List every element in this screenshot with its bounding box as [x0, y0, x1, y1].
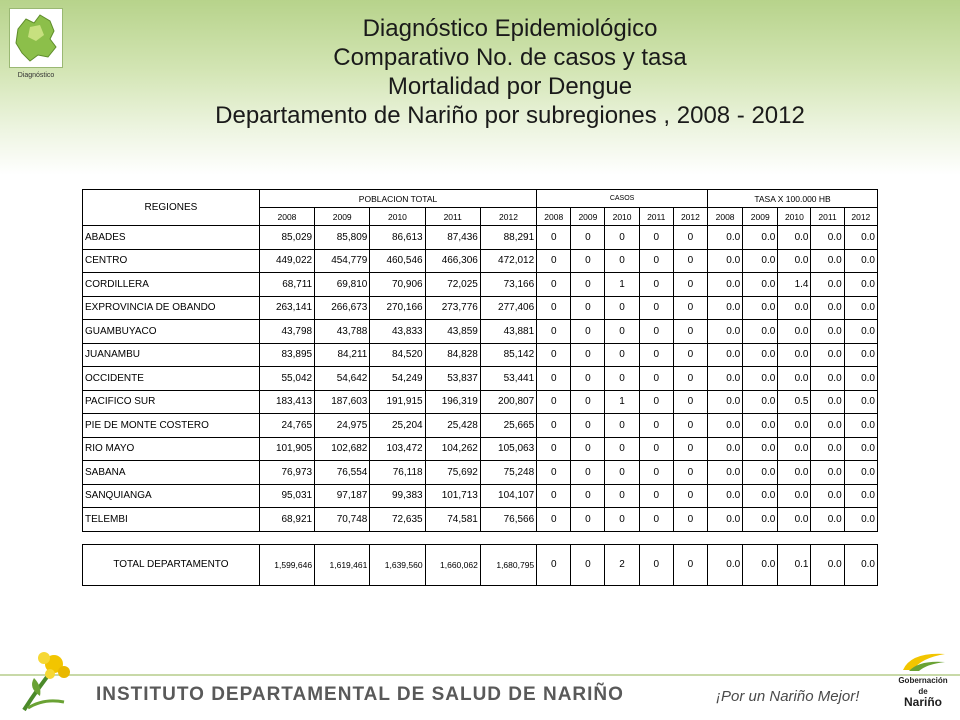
population-cell: 68,921 [259, 508, 314, 532]
rate-cell: 0.0 [778, 484, 811, 508]
cases-cell: 0 [537, 296, 571, 320]
year-header: 2011 [811, 208, 844, 226]
population-cell: 104,262 [425, 437, 480, 461]
rate-cell: 0.0 [743, 320, 778, 344]
rate-cell: 0.0 [708, 367, 743, 391]
cases-cell: 0 [605, 461, 639, 485]
cases-cell: 0 [673, 437, 707, 461]
cases-cell: 0 [571, 249, 605, 273]
year-header: 2012 [673, 208, 707, 226]
population-cell: 85,029 [259, 226, 314, 250]
cases-cell: 0 [639, 226, 673, 250]
cases-cell: 0 [571, 273, 605, 297]
table-row [83, 484, 878, 508]
population-cell: 75,692 [425, 461, 480, 485]
table-row [83, 226, 878, 250]
cases-cell: 0 [639, 390, 673, 414]
rate-cell: 0.0 [743, 508, 778, 532]
rate-cell: 0.0 [844, 296, 877, 320]
rate-cell: 0.0 [811, 414, 844, 438]
population-cell: 25,665 [480, 414, 536, 438]
population-cell: 43,881 [480, 320, 536, 344]
population-cell: 84,211 [315, 343, 370, 367]
cases-cell: 0 [537, 320, 571, 344]
total-cases-cell: 0 [673, 544, 707, 585]
total-population-cell: 1,619,461 [315, 544, 370, 585]
slogan: ¡Por un Nariño Mejor! [716, 688, 860, 705]
population-cell: 266,673 [315, 296, 370, 320]
cases-cell: 0 [605, 249, 639, 273]
rate-cell: 0.0 [811, 484, 844, 508]
rate-cell: 0.0 [811, 249, 844, 273]
cases-cell: 0 [605, 414, 639, 438]
population-cell: 76,973 [259, 461, 314, 485]
region-cell: RIO MAYO [83, 437, 260, 461]
population-cell: 85,142 [480, 343, 536, 367]
year-header: 2009 [743, 208, 778, 226]
population-cell: 70,748 [315, 508, 370, 532]
total-cases-cell: 0 [537, 544, 571, 585]
cases-cell: 0 [639, 484, 673, 508]
table-row [83, 320, 878, 344]
population-cell: 53,837 [425, 367, 480, 391]
total-cases-cell: 0 [571, 544, 605, 585]
population-cell: 277,406 [480, 296, 536, 320]
total-population-cell: 1,660,062 [425, 544, 480, 585]
population-cell: 472,012 [480, 249, 536, 273]
cases-cell: 0 [673, 414, 707, 438]
rate-cell: 0.0 [844, 484, 877, 508]
cases-cell: 0 [571, 414, 605, 438]
population-cell: 200,807 [480, 390, 536, 414]
rate-cell: 0.0 [778, 343, 811, 367]
rate-cell: 0.0 [778, 461, 811, 485]
rate-cell: 0.0 [778, 508, 811, 532]
region-cell: PIE DE MONTE COSTERO [83, 414, 260, 438]
year-header: 2009 [571, 208, 605, 226]
year-header: 2011 [639, 208, 673, 226]
rate-cell: 0.0 [844, 226, 877, 250]
total-population-cell: 1,680,795 [480, 544, 536, 585]
rate-cell: 0.0 [743, 343, 778, 367]
title-line-3: Mortalidad por Dengue [387, 73, 633, 100]
cases-cell: 0 [639, 508, 673, 532]
map-icon [10, 9, 62, 67]
cases-cell: 0 [537, 508, 571, 532]
population-cell: 196,319 [425, 390, 480, 414]
rate-cell: 0.0 [708, 390, 743, 414]
dengue-mortality-table [82, 189, 878, 586]
cases-cell: 0 [571, 343, 605, 367]
rate-cell: 0.5 [778, 390, 811, 414]
cases-cell: 0 [537, 414, 571, 438]
population-cell: 76,554 [315, 461, 370, 485]
rate-cell: 0.0 [708, 296, 743, 320]
rate-cell: 0.0 [811, 390, 844, 414]
gov-line-1: Gobernación de [898, 676, 948, 696]
rate-cell: 0.0 [811, 273, 844, 297]
cases-cell: 0 [639, 367, 673, 391]
flower-logo-icon [14, 648, 86, 716]
cases-cell: 0 [537, 437, 571, 461]
population-cell: 70,906 [370, 273, 425, 297]
region-cell: OCCIDENTE [83, 367, 260, 391]
population-cell: 84,828 [425, 343, 480, 367]
footer-divider [0, 674, 960, 676]
rate-cell: 0.0 [844, 343, 877, 367]
population-cell: 97,187 [315, 484, 370, 508]
year-header: 2011 [425, 208, 480, 226]
year-header: 2010 [605, 208, 639, 226]
year-header: 2010 [370, 208, 425, 226]
cases-cell: 0 [571, 226, 605, 250]
cases-cell: 0 [537, 249, 571, 273]
total-population-cell: 1,639,560 [370, 544, 425, 585]
population-cell: 76,118 [370, 461, 425, 485]
population-cell: 54,642 [315, 367, 370, 391]
population-cell: 101,905 [259, 437, 314, 461]
year-header: 2008 [708, 208, 743, 226]
institute-name: INSTITUTO DEPARTAMENTAL DE SALUD DE NARIÑO [96, 684, 624, 705]
title-line-4: Departamento de Nariño por subregiones , 2008 - 2012 [215, 102, 805, 129]
cases-cell: 0 [673, 249, 707, 273]
rate-cell: 0.0 [743, 226, 778, 250]
cases-cell: 0 [605, 484, 639, 508]
header-casos: CASOS [537, 190, 708, 208]
rate-cell: 0.0 [811, 320, 844, 344]
population-cell: 270,166 [370, 296, 425, 320]
region-cell: SABANA [83, 461, 260, 485]
population-cell: 183,413 [259, 390, 314, 414]
population-cell: 191,915 [370, 390, 425, 414]
cases-cell: 0 [537, 273, 571, 297]
region-cell: CENTRO [83, 249, 260, 273]
total-rate-cell: 0.0 [844, 544, 877, 585]
rate-cell: 0.0 [844, 273, 877, 297]
rate-cell: 0.0 [811, 461, 844, 485]
rate-cell: 0.0 [708, 414, 743, 438]
population-cell: 53,441 [480, 367, 536, 391]
rate-cell: 0.0 [844, 461, 877, 485]
rate-cell: 0.0 [844, 367, 877, 391]
region-cell: ABADES [83, 226, 260, 250]
population-cell: 102,682 [315, 437, 370, 461]
rate-cell: 0.0 [811, 508, 844, 532]
population-cell: 55,042 [259, 367, 314, 391]
cases-cell: 0 [639, 296, 673, 320]
year-header: 2008 [537, 208, 571, 226]
page-title [90, 14, 930, 130]
rate-cell: 0.0 [743, 273, 778, 297]
rate-cell: 0.0 [811, 296, 844, 320]
cases-cell: 0 [571, 367, 605, 391]
population-cell: 88,291 [480, 226, 536, 250]
region-cell: JUANAMBU [83, 343, 260, 367]
spacer-cell [83, 531, 878, 544]
rate-cell: 0.0 [778, 367, 811, 391]
cases-cell: 0 [571, 461, 605, 485]
rate-cell: 0.0 [778, 249, 811, 273]
rate-cell: 1.4 [778, 273, 811, 297]
total-rate-cell: 0.0 [708, 544, 743, 585]
table-row [83, 273, 878, 297]
cases-cell: 0 [537, 484, 571, 508]
rate-cell: 0.0 [743, 437, 778, 461]
rate-cell: 0.0 [844, 437, 877, 461]
cases-cell: 0 [537, 461, 571, 485]
population-cell: 449,022 [259, 249, 314, 273]
cases-cell: 0 [571, 390, 605, 414]
total-row [83, 544, 878, 585]
logo-caption: Diagnóstico [17, 72, 55, 79]
table-row [83, 343, 878, 367]
rate-cell: 0.0 [708, 508, 743, 532]
population-cell: 263,141 [259, 296, 314, 320]
header-poblacion: POBLACION TOTAL [259, 190, 536, 208]
population-cell: 75,248 [480, 461, 536, 485]
cases-cell: 0 [571, 437, 605, 461]
rate-cell: 0.0 [708, 273, 743, 297]
rate-cell: 0.0 [844, 249, 877, 273]
rate-cell: 0.0 [743, 249, 778, 273]
cases-cell: 0 [639, 343, 673, 367]
population-cell: 72,025 [425, 273, 480, 297]
cases-cell: 0 [571, 508, 605, 532]
population-cell: 104,107 [480, 484, 536, 508]
cases-cell: 0 [639, 437, 673, 461]
rate-cell: 0.0 [743, 367, 778, 391]
population-cell: 95,031 [259, 484, 314, 508]
cases-cell: 0 [605, 367, 639, 391]
population-cell: 68,711 [259, 273, 314, 297]
year-header: 2010 [778, 208, 811, 226]
total-rate-cell: 0.0 [743, 544, 778, 585]
rate-cell: 0.0 [811, 226, 844, 250]
cases-cell: 0 [605, 226, 639, 250]
cases-cell: 0 [537, 390, 571, 414]
table-row [83, 461, 878, 485]
population-cell: 72,635 [370, 508, 425, 532]
cases-cell: 0 [537, 367, 571, 391]
title-line-1: Diagnóstico Epidemiológico [362, 15, 658, 42]
table-row [83, 367, 878, 391]
region-cell: PACIFICO SUR [83, 390, 260, 414]
table-body [83, 226, 878, 586]
rate-cell: 0.0 [708, 249, 743, 273]
year-header: 2009 [315, 208, 370, 226]
gobernacion-logo [893, 675, 953, 708]
region-cell: EXPROVINCIA DE OBANDO [83, 296, 260, 320]
table-row [83, 437, 878, 461]
population-cell: 99,383 [370, 484, 425, 508]
population-cell: 87,436 [425, 226, 480, 250]
table-row [83, 414, 878, 438]
region-cell: CORDILLERA [83, 273, 260, 297]
population-cell: 24,765 [259, 414, 314, 438]
rate-cell: 0.0 [778, 320, 811, 344]
year-header: 2008 [259, 208, 314, 226]
cases-cell: 0 [639, 249, 673, 273]
cases-cell: 0 [673, 461, 707, 485]
total-rate-cell: 0.0 [811, 544, 844, 585]
population-cell: 69,810 [315, 273, 370, 297]
population-cell: 460,546 [370, 249, 425, 273]
population-cell: 101,713 [425, 484, 480, 508]
total-cases-cell: 2 [605, 544, 639, 585]
rate-cell: 0.0 [811, 343, 844, 367]
population-cell: 84,520 [370, 343, 425, 367]
population-cell: 85,809 [315, 226, 370, 250]
table-row [83, 249, 878, 273]
population-cell: 74,581 [425, 508, 480, 532]
rate-cell: 0.0 [811, 437, 844, 461]
population-cell: 187,603 [315, 390, 370, 414]
spacer-row [83, 531, 878, 544]
rate-cell: 0.0 [778, 414, 811, 438]
rate-cell: 0.0 [778, 296, 811, 320]
population-cell: 25,204 [370, 414, 425, 438]
gov-line-2: Nariño [903, 695, 942, 709]
region-cell: GUAMBUYACO [83, 320, 260, 344]
cases-cell: 0 [673, 320, 707, 344]
cases-cell: 0 [605, 343, 639, 367]
cases-cell: 0 [639, 414, 673, 438]
cases-cell: 0 [639, 461, 673, 485]
cases-cell: 0 [673, 367, 707, 391]
cases-cell: 0 [605, 508, 639, 532]
cases-cell: 0 [673, 390, 707, 414]
population-cell: 103,472 [370, 437, 425, 461]
population-cell: 273,776 [425, 296, 480, 320]
rate-cell: 0.0 [844, 508, 877, 532]
rate-cell: 0.0 [778, 437, 811, 461]
rate-cell: 0.0 [743, 414, 778, 438]
rate-cell: 0.0 [743, 461, 778, 485]
table-row [83, 390, 878, 414]
cases-cell: 1 [605, 273, 639, 297]
total-cases-cell: 0 [639, 544, 673, 585]
rate-cell: 0.0 [811, 367, 844, 391]
population-cell: 43,788 [315, 320, 370, 344]
rate-cell: 0.0 [844, 414, 877, 438]
header-regiones: REGIONES [83, 190, 260, 226]
rate-cell: 0.0 [708, 437, 743, 461]
population-cell: 466,306 [425, 249, 480, 273]
narino-map-logo [9, 8, 63, 68]
header-tasa: TASA X 100.000 HB [708, 190, 878, 208]
cases-cell: 0 [639, 320, 673, 344]
total-label-cell: TOTAL DEPARTAMENTO [83, 544, 260, 585]
rate-cell: 0.0 [743, 390, 778, 414]
population-cell: 43,798 [259, 320, 314, 344]
cases-cell: 0 [605, 320, 639, 344]
rate-cell: 0.0 [844, 390, 877, 414]
rate-cell: 0.0 [708, 484, 743, 508]
cases-cell: 1 [605, 390, 639, 414]
population-cell: 76,566 [480, 508, 536, 532]
rate-cell: 0.0 [708, 226, 743, 250]
region-cell: SANQUIANGA [83, 484, 260, 508]
population-cell: 86,613 [370, 226, 425, 250]
table-row [83, 508, 878, 532]
cases-cell: 0 [537, 343, 571, 367]
cases-cell: 0 [639, 273, 673, 297]
rate-cell: 0.0 [708, 343, 743, 367]
cases-cell: 0 [605, 437, 639, 461]
cases-cell: 0 [673, 508, 707, 532]
population-cell: 105,063 [480, 437, 536, 461]
cases-cell: 0 [571, 296, 605, 320]
year-header: 2012 [844, 208, 877, 226]
cases-cell: 0 [673, 343, 707, 367]
rate-cell: 0.0 [708, 461, 743, 485]
total-rate-cell: 0.1 [778, 544, 811, 585]
population-cell: 73,166 [480, 273, 536, 297]
cases-cell: 0 [673, 273, 707, 297]
cases-cell: 0 [571, 320, 605, 344]
cases-cell: 0 [673, 296, 707, 320]
rate-cell: 0.0 [778, 226, 811, 250]
population-cell: 25,428 [425, 414, 480, 438]
total-population-cell: 1,599,646 [259, 544, 314, 585]
population-cell: 54,249 [370, 367, 425, 391]
table-row [83, 296, 878, 320]
gobernacion-emblem-icon [901, 650, 947, 672]
rate-cell: 0.0 [743, 484, 778, 508]
cases-cell: 0 [673, 484, 707, 508]
cases-cell: 0 [537, 226, 571, 250]
cases-cell: 0 [571, 484, 605, 508]
rate-cell: 0.0 [708, 320, 743, 344]
year-header: 2012 [480, 208, 536, 226]
title-line-2: Comparativo No. de casos y tasa [333, 44, 687, 71]
population-cell: 43,859 [425, 320, 480, 344]
population-cell: 83,895 [259, 343, 314, 367]
population-cell: 43,833 [370, 320, 425, 344]
rate-cell: 0.0 [844, 320, 877, 344]
region-cell: TELEMBI [83, 508, 260, 532]
population-cell: 24,975 [315, 414, 370, 438]
population-cell: 454,779 [315, 249, 370, 273]
cases-cell: 0 [673, 226, 707, 250]
cases-cell: 0 [605, 296, 639, 320]
rate-cell: 0.0 [743, 296, 778, 320]
